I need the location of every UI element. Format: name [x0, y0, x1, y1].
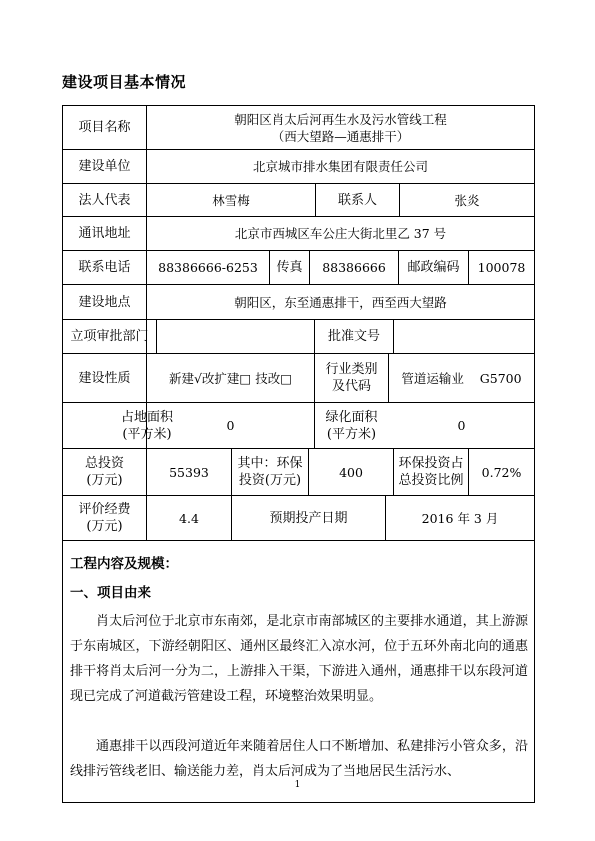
env-ratio-value: 0.72% — [481, 464, 522, 480]
green-label-line1: 绿化面积 — [325, 409, 378, 425]
phone-value: 88386666-6253 — [158, 260, 258, 275]
env-ratio-label-line1: 环保投资占 — [398, 456, 464, 471]
env-ratio-label — [394, 449, 468, 495]
paragraph-1: 肖太后河位于北京市东南郊，是北京市南部城区的主要排水通道，其上游源于东南城区，下游经朝阳区、通州区最终汇入凉水河，位于五环外南北向的通惠排干将肖太后河一分为二，上游排入干渠，下游进入通州，通惠排干以东段河道现已完成了河道截污管建设工程，环境整治效果明显。 — [70, 614, 528, 704]
area-label-line2: (平方米) — [122, 426, 172, 442]
site-value: 朝阳区，东至通惠排干，西至西大望路 — [234, 294, 447, 310]
invest-label — [63, 449, 146, 495]
start-date-label: 预期投产日期 — [269, 510, 348, 526]
content-title: 工程内容及规模： — [70, 556, 178, 572]
fax-value: 88386666 — [322, 260, 386, 275]
approval-dept-value — [157, 320, 314, 353]
industry-label-line1: 行业类别 — [325, 362, 378, 377]
phone-label: 联系电话 — [78, 260, 131, 275]
nature-label: 建设性质 — [78, 370, 131, 386]
nature-value: 新建√改扩建□ 技改□ — [168, 370, 293, 386]
approval-dept-label: 立项审批部门 — [70, 329, 149, 344]
invest-label-line2: (万元) — [86, 473, 123, 488]
address-value: 北京市西城区车公庄大街北里乙 37 号 — [234, 226, 447, 241]
invest-label-line1: 总投资 — [84, 456, 124, 471]
industry-label-line2: 及代码 — [331, 379, 371, 394]
eval-fee-value: 4.4 — [179, 510, 199, 526]
builder-value: 北京城市排水集团有限责任公司 — [252, 159, 428, 174]
builder-label: 建设单位 — [78, 159, 131, 174]
contact-label: 联系人 — [337, 192, 377, 208]
green-label — [315, 403, 388, 448]
area-label-line1: 占地面积 — [120, 409, 173, 425]
address-label: 通讯地址 — [78, 226, 131, 241]
page-heading: 建设项目基本情况 — [62, 73, 187, 91]
area-value: 0 — [226, 418, 235, 433]
approval-no-label: 批准文号 — [327, 329, 380, 344]
env-invest-value: 400 — [339, 464, 363, 480]
green-value: 0 — [457, 418, 466, 433]
site-label: 建设地点 — [78, 294, 131, 310]
legal-rep-value: 林雪梅 — [212, 192, 250, 208]
green-label-line2: (平方米) — [326, 426, 377, 442]
project-name-line2: （西大望路—通惠排干） — [271, 128, 410, 144]
eval-fee-label-line1: 评价经费 — [78, 502, 131, 517]
invest-value: 55393 — [169, 464, 209, 480]
eval-fee-label-line2: (万元) — [86, 519, 123, 534]
postcode-label: 邮政编码 — [407, 260, 460, 275]
industry-label — [315, 354, 388, 402]
paragraph-2: 通惠排干以西段河道近年来随着居住人口不断增加、私建排污小管众多，沿线排污管线老旧、输送能力差，肖太后河成为了当地居民生活污水、 — [70, 739, 528, 779]
industry-value: 管道运输业 G5700 — [401, 370, 522, 386]
start-date-value: 2016 年 3 月 — [421, 510, 499, 526]
page-number: 1 — [294, 780, 301, 790]
fax-label: 传真 — [276, 260, 303, 275]
project-name-cell — [147, 106, 534, 149]
postcode-value: 100078 — [477, 260, 526, 275]
legal-rep-label: 法人代表 — [78, 192, 131, 208]
env-invest-label-line2: 投资(万元) — [238, 473, 302, 488]
env-invest-label — [232, 449, 308, 495]
env-invest-label-line1: 其中：环保 — [237, 456, 303, 471]
contact-value: 张炎 — [454, 192, 480, 208]
section-heading-origin: 一、项目由来 — [70, 585, 151, 601]
env-ratio-label-line2: 总投资比例 — [398, 473, 464, 488]
eval-fee-label — [63, 496, 146, 540]
project-name-label: 项目名称 — [78, 120, 131, 135]
project-name-line1: 朝阳区肖太后河再生水及污水管线工程 — [234, 111, 447, 127]
approval-no-value — [394, 320, 534, 353]
